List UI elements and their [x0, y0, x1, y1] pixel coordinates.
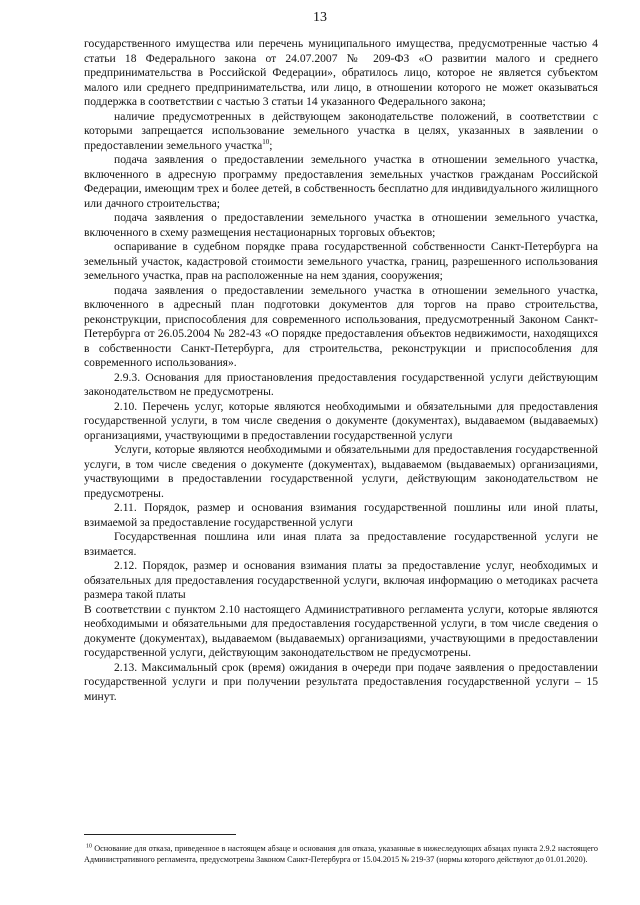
heading-2-11: 2.11. Порядок, размер и основания взимания государственной пошлины или иной платы, взимаемой за предоставление государственной услуги	[84, 501, 598, 529]
paragraph-text: наличие предусмотренных в действующем законодательстве положений, в соответствии с которыми запрещается использование земельного участка в целях, указанных в заявлении о предоставлении земельного участка	[84, 109, 598, 152]
paragraph-continuation: государственного имущества или перечень муниципального имущества, предусмотренные частью 4 статьи 18 Федерального закона от 24.07.2007 № 209-ФЗ «О развитии малого и среднего предпринимательства в Российской Федерации», обратилось лицо, которое не является субъектом малого или среднего предпринимательства, или лицо, в отношении которого не может оказываться поддержка в соответствии с частью 3 статьи 14 указанного Федерального закона;	[84, 37, 598, 108]
document-body	[84, 37, 598, 704]
footnote-text: Основание для отказа, приведенное в настоящем абзаце и основания для отказа, указанные в нижеследующих абзацах пункта 2.9.2 настоящего Административного регламента, предусмотрены Законом Санкт-Петербурга от 15.04.2015 № 219-37 (нормы которого действуют до 01.01.2020).	[84, 844, 598, 864]
paragraph-court-dispute: оспаривание в судебном порядке права государственной собственности Санкт-Петербурга на земельный участок, кадастровой стоимости земельного участка, границ, разрешенного использования земельного участка, прав на расположенные на нем здания, сооружения;	[84, 240, 598, 282]
heading-2-10: 2.10. Перечень услуг, которые являются необходимыми и обязательными для предоставления государственной услуги, в том числе сведения о документе (документах), выдаваемом (выдаваемых) организациями, участвующими в предоставлении государственной услуги	[84, 399, 598, 442]
paragraph-2-9-3: 2.9.3. Основания для приостановления предоставления государственной услуги действующим законодательством не предусмотрены.	[84, 370, 598, 398]
footnote-separator	[84, 834, 236, 835]
paragraph-2-10-text: Услуги, которые являются необходимыми и обязательными для предоставления государственной услуги, в том числе сведения о документе (документах), выдаваемом (выдаваемых) организациями, участвующими в предоставлении государственной услуги, действующим законодательством не предусмотрены.	[84, 443, 598, 500]
heading-2-12: 2.12. Порядок, размер и основания взимания платы за предоставление услуг, необходимых и обязательных для предоставления государственной услуги, включая информацию о методиках расчета размера такой платы	[84, 559, 598, 601]
paragraph-2-12-text: В соответствии с пунктом 2.10 настоящего Административного регламента услуги, которые являются необходимыми и обязательными для предоставления государственной услуги, в том числе сведения о документе (документах), выдаваемом (выдаваемых) организациями, участвующими в предоставлении государственной услуги, действующим законодательством не предусмотрены.	[84, 602, 598, 659]
paragraph-2-11-text: Государственная пошлина или иная плата за предоставление государственной услуги не взимается.	[84, 530, 598, 558]
paragraph-kiosk-scheme: подача заявления о предоставлении земельного участка в отношении земельного участка, включенного в схему размещения нестационарных торговых объектов;	[84, 211, 598, 239]
paragraph-auction-plan: подача заявления о предоставлении земельного участка в отношении земельного участка, включенного в адресный план подготовки документов для торгов на право строительства, реконструкции, приспособления для современного использования, предусмотренный Законом Санкт-Петербурга от 26.05.2004 № 282-43 «О порядке предоставления объектов недвижимости, находящихся в собственности Санкт-Петербурга, для строительства, реконструкции и приспособления для современного использования».	[84, 283, 598, 369]
page-number: 13	[313, 10, 327, 25]
paragraph-large-families-program: подача заявления о предоставлении земельного участка в отношении земельного участка, включенного в адресную программу предоставления земельных участков гражданам Российской Федерации, имеющим трех и более детей, в собственность бесплатно для индивидуального жилищного или дачного строительства;	[84, 153, 598, 210]
paragraph-punctuation: ;	[269, 138, 273, 152]
paragraph-2-13: 2.13. Максимальный срок (время) ожидания в очереди при подаче заявления о предоставлении государственной услуги и при получении результата предоставления государственной услуги – 15 минут.	[84, 660, 598, 703]
footnote	[84, 843, 598, 865]
footnote-marker: 10	[86, 843, 92, 850]
footnote-reference: 10	[262, 137, 270, 146]
paragraph-prohibition-grounds	[84, 110, 598, 154]
